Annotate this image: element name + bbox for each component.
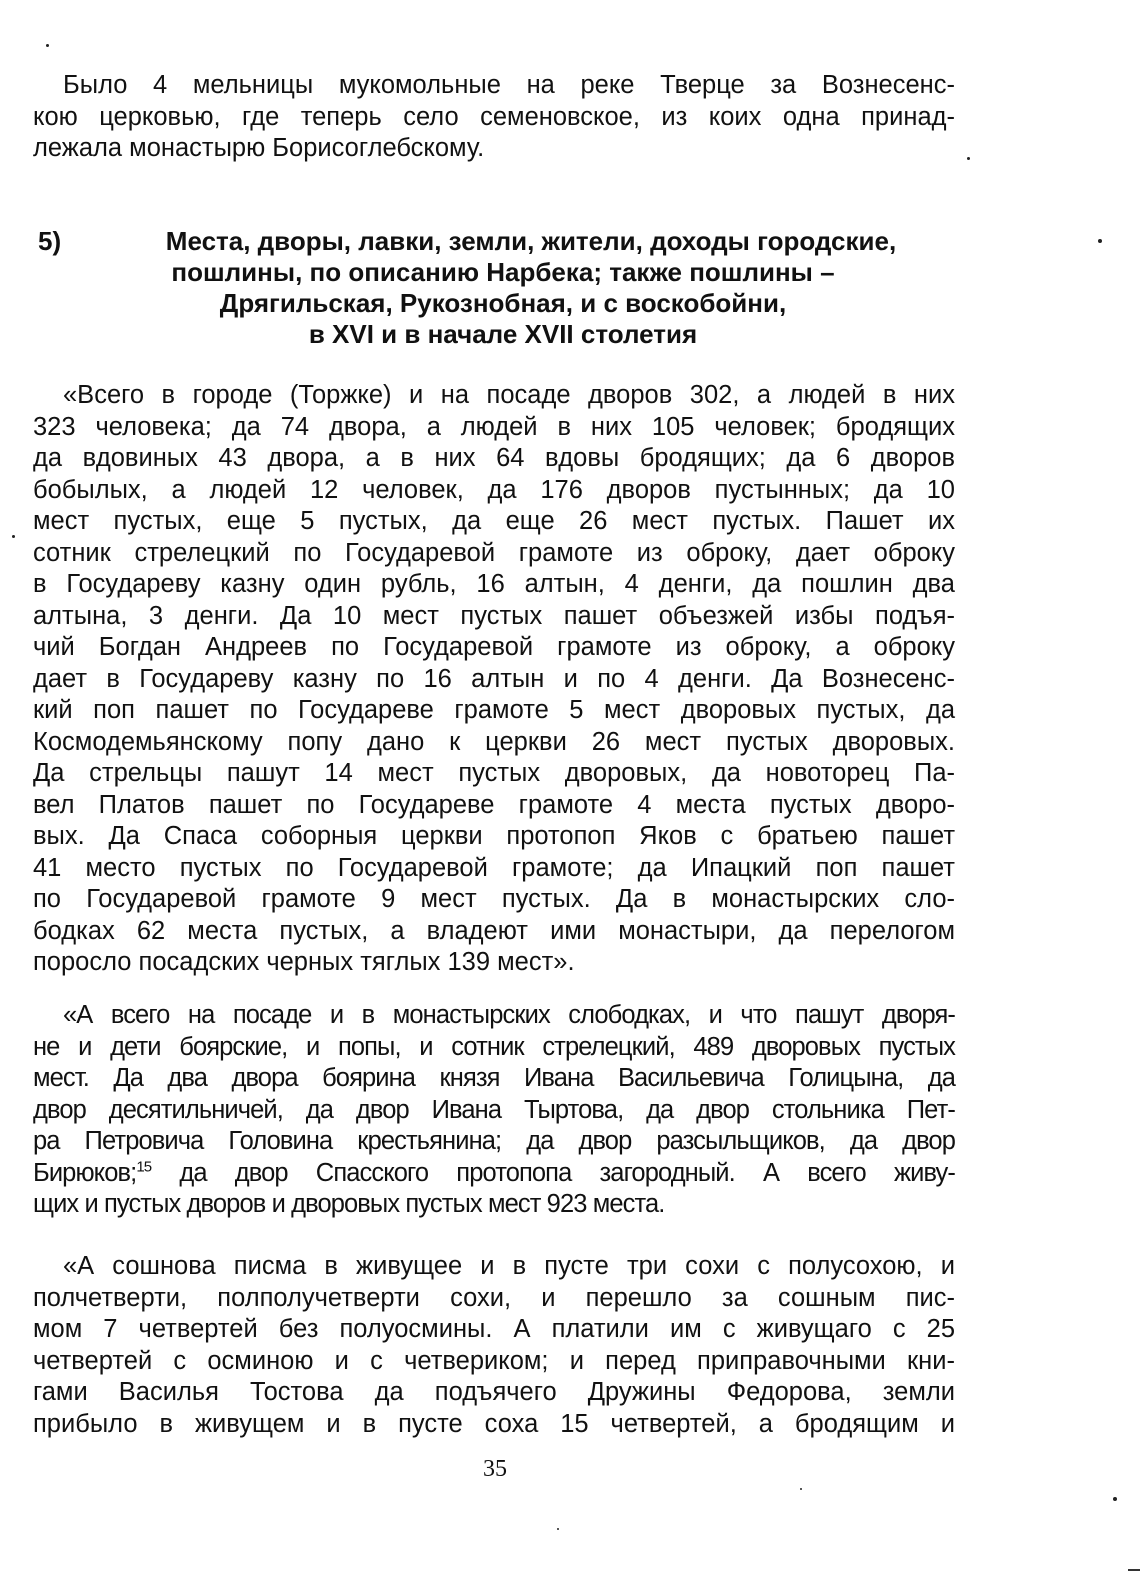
- paragraph-description: [33, 380, 955, 979]
- section-number: 5): [38, 226, 62, 256]
- scan-speck: [1098, 239, 1102, 243]
- text-line: в Государеву казну один рубль, 16 алтын, 4 денги, да пошлин два: [33, 570, 955, 598]
- footnote-reference: 15: [136, 1158, 152, 1175]
- text-line: Было 4 мельницы мукомольные на реке Тверце за Вознесенс-: [63, 71, 955, 99]
- text-line: мом 7 четвертей без полуосмины. А платили им с живущаго с 25: [33, 1315, 955, 1343]
- text-line: Космодемьянскому попу дано к церкви 26 мест пустых дворовых.: [33, 727, 955, 756]
- scan-speck: [800, 1488, 802, 1490]
- text-line: двор десятильничей, да двор Ивана Тыртова, да двор стольника Пет-: [33, 1095, 955, 1124]
- paragraph-totals: [33, 1000, 955, 1221]
- heading-line: Дрягильская, Рукознобная, и с воскобойни,: [219, 288, 787, 318]
- heading-line: пошлины, по описанию Нарбека; также пошлины –: [171, 257, 835, 287]
- text-line: щих и пустых дворов и дворовых пустых мест 923 места.: [33, 1190, 665, 1218]
- text-line: дает в Государеву казну по 16 алтын и по 4 денги. Да Вознесенс-: [33, 664, 955, 693]
- text-line: четвертей с осминою и с четвериком; и перед приправочными кни-: [33, 1346, 955, 1375]
- heading-line: Места, дворы, лавки, земли, жители, доходы городские,: [165, 226, 897, 256]
- text-line: по Государевой грамоте 9 мест пустых. Да в монастырских сло-: [33, 885, 955, 913]
- text-line: 41 место пустых по Государевой грамоте; да Ипацкий поп пашет: [33, 853, 955, 882]
- scan-speck: [967, 157, 970, 160]
- text-line-footnote: [33, 1158, 955, 1190]
- paragraph-sokha: [33, 1251, 955, 1440]
- text-line: лежала монастырю Борисоглебскому.: [33, 134, 485, 162]
- text-line: чий Богдан Андреев по Государевой грамоте из оброку, а оброку: [33, 633, 955, 661]
- text-segment: Бирюков;: [33, 1158, 137, 1187]
- text-line: мест. Да два двора боярина князя Ивана Васильевича Голицына, да: [33, 1064, 955, 1092]
- text-line: да вдовиных 43 двора, а в них 64 вдовы бродящих; да 6 дворов: [33, 444, 955, 472]
- text-line: «А всего на посаде и в монастырских слободках, и что пашут дворя-: [63, 1001, 955, 1029]
- section-heading: [33, 226, 973, 350]
- text-line: сотник стрелецкий по Государевой грамоте из оброку, дает оброку: [33, 538, 955, 567]
- text-line: вых. Да Спаса соборныя церкви протопоп Яков с братьею пашет: [33, 822, 955, 850]
- text-line: Да стрельцы пашут 14 мест пустых дворовых, да новоторец Па-: [33, 759, 955, 787]
- text-line: «Всего в городе (Торжке) и на посаде дворов 302, а людей в них: [63, 381, 955, 409]
- text-segment: да двор Спасского протопопа загородный. А всего живу-: [151, 1158, 955, 1187]
- text-line: «А сошнова писма в живущее и в пусте три сохи с полусохою, и: [63, 1252, 955, 1280]
- scan-edge-mark: [1128, 1569, 1140, 1571]
- page-number: 35: [483, 1456, 507, 1482]
- text-line: полчетверти, полполучетверти сохи, и перешло за сошным пис-: [33, 1283, 955, 1312]
- scan-speck: [1113, 1497, 1117, 1501]
- text-line: вел Платов пашет по Государеве грамоте 4 места пустых дворо-: [33, 790, 955, 819]
- text-line: алтына, 3 денги. Да 10 мест пустых пашет объезжей избы подъя-: [33, 601, 955, 630]
- text-line: поросло посадских черных тяглых 139 мест».: [33, 948, 575, 976]
- text-line: кою церковью, где теперь село семеновское, из коих одна принад-: [33, 102, 955, 131]
- text-line: ра Петровича Головина крестьянина; да двор разсыльщиков, да двор: [33, 1127, 955, 1155]
- text-line: кий поп пашет по Государеве грамоте 5 мест дворовых пустых, да: [33, 696, 955, 724]
- text-line: гами Василья Тостова да подъячего Дружины Федорова, земли: [33, 1378, 955, 1406]
- scan-speck: [46, 44, 49, 47]
- text-line: бобылых, а людей 12 человек, да 176 дворов пустынных; да 10: [33, 475, 955, 504]
- text-line: не и дети боярские, и попы, и сотник стрелецкий, 489 дворовых пустых: [33, 1032, 955, 1061]
- text-line: 323 человека; да 74 двора, а людей в них 105 человек; бродящих: [33, 412, 955, 441]
- text-line: прибыло в живущем и в пусте соха 15 четвертей, а бродящим и: [33, 1409, 955, 1438]
- paragraph-mills: [33, 70, 955, 165]
- scan-speck: [12, 535, 15, 538]
- heading-line: в XVI и в начале XVII столетия: [308, 319, 698, 349]
- scan-speck: [557, 1528, 559, 1530]
- text-line: бодках 62 места пустых, а владеют ими монастыри, да перелогом: [33, 916, 955, 945]
- text-line: мест пустых, еще 5 пустых, да еще 26 мест пустых. Пашет их: [33, 507, 955, 535]
